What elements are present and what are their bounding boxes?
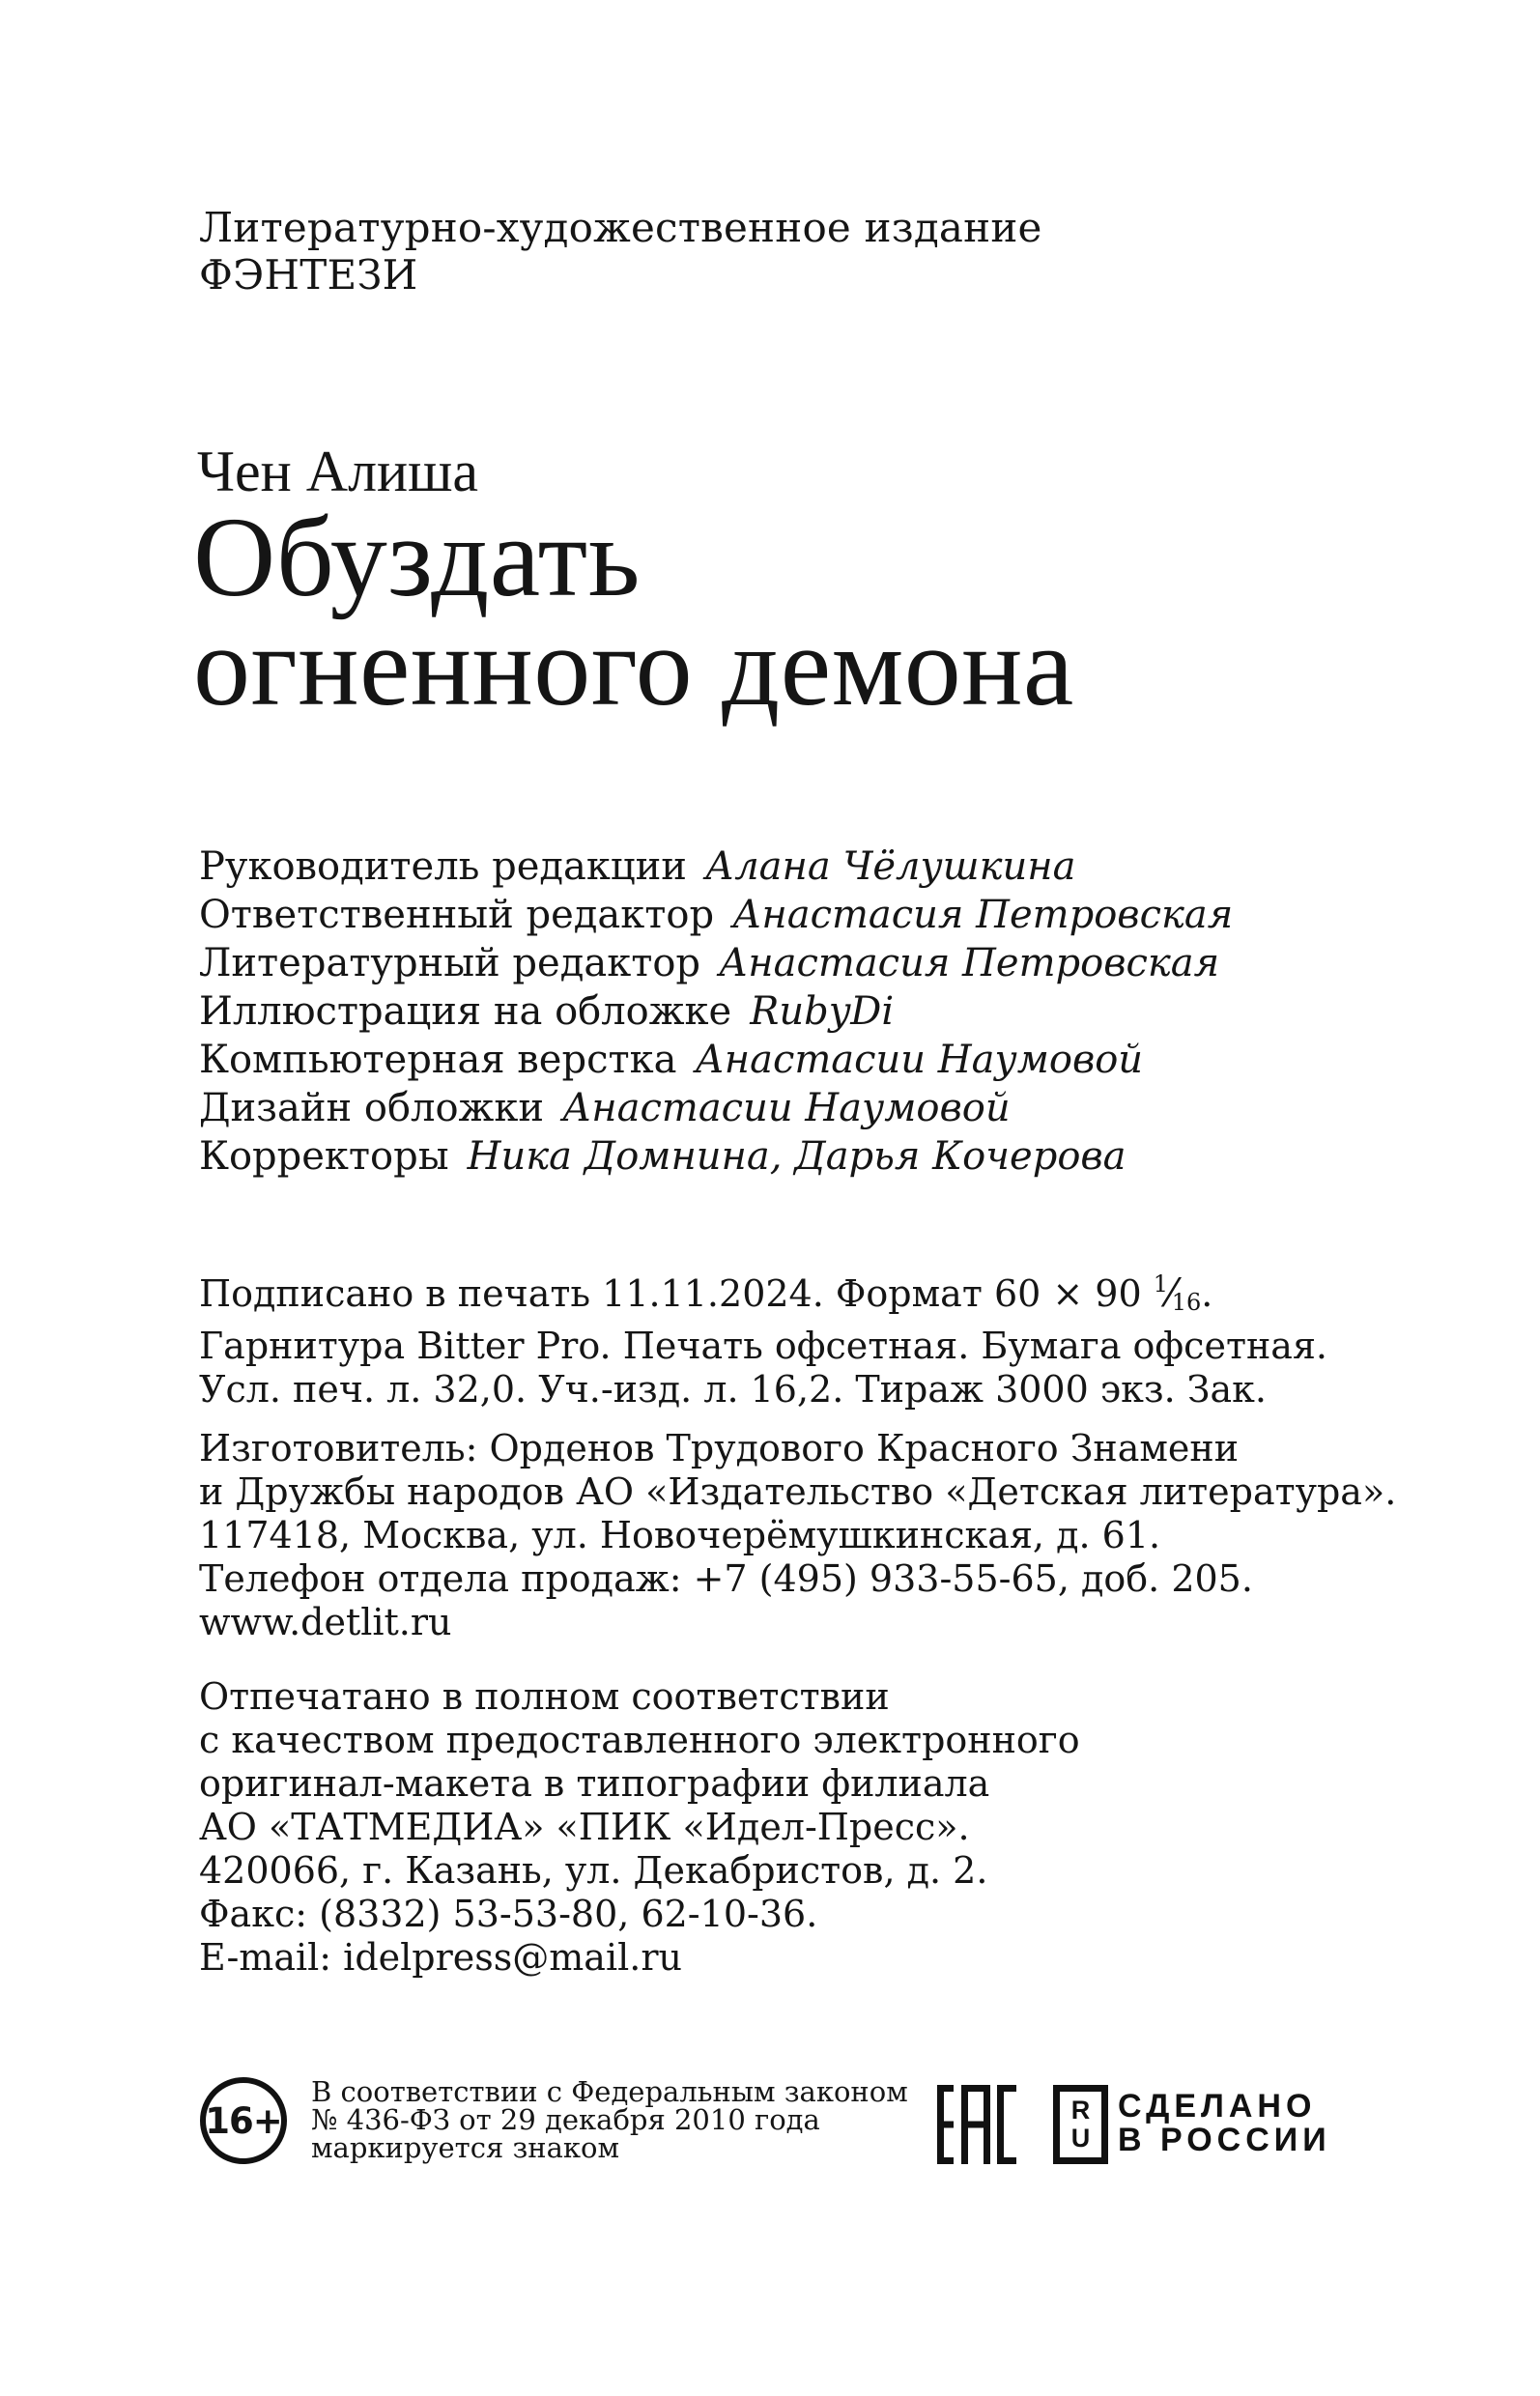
format-fraction-slash: ⁄ <box>1168 1271 1175 1316</box>
credits-list <box>199 842 1233 1181</box>
credit-person: Анастасия Петровская <box>719 941 1220 985</box>
credit-person: Анастасия Петровская <box>732 893 1234 937</box>
credit-person: Ника Домнина, Дарья Кочерова <box>467 1134 1126 1179</box>
credit-role: Компьютерная верстка <box>199 1038 677 1082</box>
credit-role: Дизайн обложки <box>199 1086 544 1130</box>
book-title-line-1: Обуздать <box>193 494 641 620</box>
print-info-line-2: Гарнитура Bitter Pro. Печать офсетная. Бумага офсетная. <box>199 1325 1327 1367</box>
credit-row <box>199 1084 1233 1132</box>
manufacturer-info <box>199 1427 1396 1644</box>
manufacturer-line: и Дружбы народов АО «Издательство «Детская литература». <box>199 1470 1397 1513</box>
eac-conformity-mark-icon <box>937 2085 1016 2164</box>
printing-house-info <box>199 1675 1080 1980</box>
publisher-website: www.detlit.ru <box>199 1601 452 1643</box>
print-technical-info <box>199 1263 1327 1412</box>
credit-row <box>199 1036 1233 1084</box>
credit-row <box>199 987 1233 1036</box>
print-date-format: Подписано в печать 11.11.2024. Формат 60 × 90 <box>199 1272 1154 1315</box>
credit-role: Иллюстрация на обложке <box>199 989 732 1034</box>
age-note-line: № 436-ФЗ от 29 декабря 2010 года <box>311 2103 820 2136</box>
credit-role: Литературный редактор <box>199 941 701 985</box>
format-fraction-numerator: 1 <box>1153 1270 1169 1298</box>
book-title-line-2: огненного демона <box>193 603 1074 729</box>
credit-role: Ответственный редактор <box>199 893 715 937</box>
credit-row <box>199 891 1233 939</box>
author-name: Чен Алиша <box>197 440 478 503</box>
credit-person: RubyDi <box>750 989 895 1034</box>
credit-row <box>199 939 1233 987</box>
made-in-russia-ru-icon <box>1053 2085 1108 2164</box>
age-note-line: В соответствии с Федеральным законом <box>311 2075 908 2108</box>
print-info-line-1 <box>199 1263 1327 1325</box>
made-in-russia-label <box>1118 2090 1331 2157</box>
age-note-line: маркируется знаком <box>311 2131 620 2164</box>
printed-at-line: оригинал-макета в типографии филиала <box>199 1762 990 1805</box>
manufacturer-line: Телефон отдела продаж: +7 (495) 933-55-65, доб. 205. <box>199 1557 1253 1600</box>
credit-role: Корректоры <box>199 1134 449 1179</box>
made-in-russia-line-2: В РОССИИ <box>1118 2122 1331 2158</box>
credit-person: Анастасии Наумовой <box>695 1038 1144 1082</box>
printing-house-email: E-mail: idelpress@mail.ru <box>199 1936 682 1979</box>
credit-role: Руководитель редакции <box>199 844 687 889</box>
manufacturer-line: 117418, Москва, ул. Новочерёмушкинская, д. 61. <box>199 1514 1161 1556</box>
age-rating-label: 16+ <box>205 2099 282 2142</box>
made-in-russia-line-1: СДЕЛАНО <box>1118 2088 1317 2125</box>
printed-at-line: АО «ТАТМЕДИА» «ПИК «Идел-Пресс». <box>199 1806 970 1848</box>
book-title <box>193 494 1074 729</box>
printed-at-line: Отпечатано в полном соответствии <box>199 1675 890 1718</box>
ru-letter-bottom: U <box>1070 2124 1091 2153</box>
age-rating-legal-note <box>311 2075 908 2164</box>
printed-at-line: с качеством предоставленного электронного <box>199 1719 1080 1761</box>
credit-person: Алана Чёлушкина <box>704 844 1076 889</box>
format-line-end: . <box>1201 1272 1213 1315</box>
print-info-line-3: Усл. печ. л. 32,0. Уч.-изд. л. 16,2. Тираж 3000 экз. Зак. <box>199 1368 1267 1411</box>
credit-row <box>199 842 1233 891</box>
ru-letter-top: R <box>1070 2096 1091 2125</box>
edition-genre-line: ФЭНТЕЗИ <box>199 251 418 299</box>
printing-house-fax: Факс: (8332) 53-53-80, 62-10-36. <box>199 1893 818 1935</box>
credit-person: Анастасии Наумовой <box>562 1086 1011 1130</box>
printed-at-line: 420066, г. Казань, ул. Декабристов, д. 2. <box>199 1849 988 1892</box>
edition-header <box>199 204 1042 299</box>
edition-type-line: Литературно-художественное издание <box>199 204 1042 251</box>
credit-row <box>199 1132 1233 1181</box>
format-fraction-denominator: 16 <box>1171 1289 1202 1316</box>
age-rating-badge <box>200 2077 287 2164</box>
manufacturer-line: Изготовитель: Орденов Трудового Красного Знамени <box>199 1427 1240 1469</box>
